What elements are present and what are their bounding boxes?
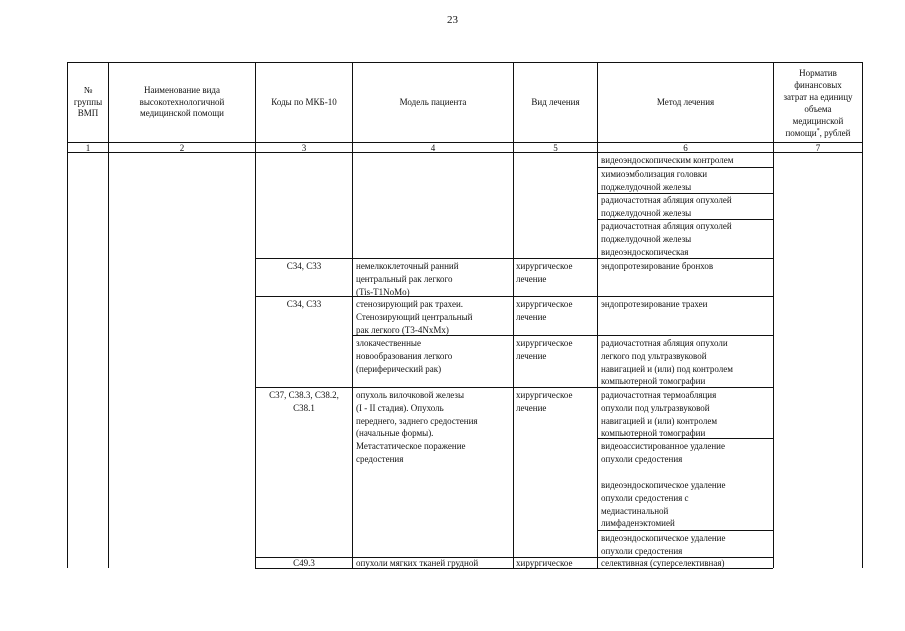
column-number: 5 — [553, 143, 558, 153]
header-financial-norm: Норматив финансовых затрат на единицу объема медицинской помощи*, рублей — [783, 67, 853, 138]
column-number: 7 — [815, 143, 821, 153]
method-cell: радиочастотная термоабляция опухоли под ультразвуковой навигацией и (или) контролем компьютерной томографии — [601, 390, 718, 439]
treatment-type-cell: хирургическое лечение — [516, 261, 573, 284]
method-cell: видеоэндоскопическое удаление опухоли средостения — [601, 533, 726, 556]
patient-model-cell: стенозирующий рак трахеи. Стенозирующий центральный рак легкого (T3-4NxMx) — [356, 299, 473, 335]
page-number: 23 — [447, 14, 458, 26]
method-cell: эндопротезирование трахеи — [601, 299, 708, 309]
patient-model-cell: опухоль вилочковой железы (I - II стадия). Опухоль переднего, заднего средостения (начальные формы). Метастатическое поражение средостения — [356, 390, 478, 464]
header-group-number: № группы ВМП — [73, 85, 103, 119]
column-number: 1 — [85, 143, 91, 153]
icd-codes-cell: C49.3 — [293, 558, 315, 568]
header-care-type-name: Наименование вида высокотехнологичной медицинской помощи — [139, 85, 225, 119]
icd-codes-cell: C37, C38.3, C38.2, C38.1 — [269, 390, 339, 413]
method-cell: селективная (суперселективная) — [601, 558, 725, 568]
table-bottom-border — [255, 568, 773, 569]
row-divider — [255, 296, 773, 297]
column-number: 3 — [301, 143, 307, 153]
patient-model-cell: опухоли мягких тканей грудной — [356, 558, 479, 568]
header-patient-model: Модель пациента — [399, 96, 467, 107]
icd-codes-cell: C34, C33 — [286, 261, 322, 271]
method-cell: химиоэмболизация головки поджелудочной железы — [601, 169, 708, 192]
header-treatment-method: Метод лечения — [656, 96, 715, 107]
method-cell: радиочастотная абляция опухолей поджелудочной железы — [601, 195, 732, 218]
header-treatment-type: Вид лечения — [531, 96, 580, 107]
treatment-type-cell: хирургическое лечение — [516, 338, 573, 361]
method-cell: видеоэндоскопическое удаление опухоли средостения с медиастинальной лимфаденэктомией — [601, 480, 726, 529]
method-cell: видеоэндоскопическим контролем — [601, 155, 734, 165]
method-cell: радиочастотная абляция опухолей поджелудочной железы видеоэндоскопическая — [601, 221, 732, 257]
column-number: 2 — [179, 143, 185, 153]
treatment-type-cell: хирургическое — [516, 558, 573, 568]
patient-model-cell: немелкоклеточный ранний центральный рак легкого (Tis-T1NoMo) — [356, 261, 459, 297]
column-border — [862, 62, 863, 568]
column-number: 4 — [430, 143, 436, 153]
treatment-type-cell: хирургическое лечение — [516, 299, 573, 322]
treatment-type-cell: хирургическое лечение — [516, 390, 573, 413]
icd-codes-cell: C34, C33 — [286, 299, 322, 309]
method-cell: видеоассистированное удаление опухоли средостения — [601, 441, 725, 464]
patient-model-cell: злокачественные новообразования легкого (периферический рак) — [356, 338, 453, 374]
column-number: 6 — [683, 143, 688, 153]
method-cell: радиочастотная абляция опухоли легкого под ультразвуковой навигацией и (или) под контролем компьютерной томографии — [601, 338, 733, 387]
method-cell: эндопротезирование бронхов — [601, 261, 714, 271]
header-icd-codes: Коды по МКБ-10 — [271, 96, 337, 107]
